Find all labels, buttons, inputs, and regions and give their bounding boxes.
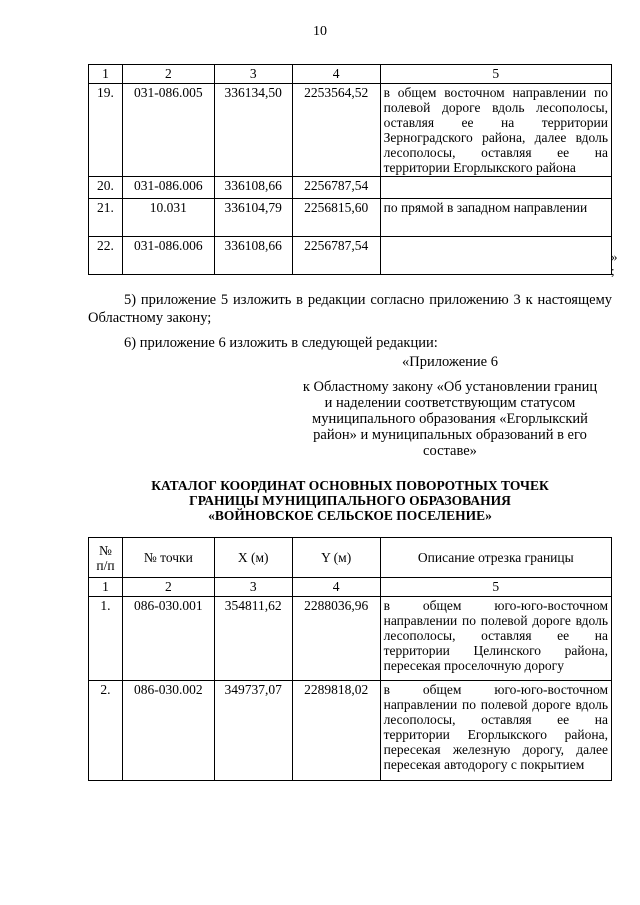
row-index: 20. xyxy=(89,177,123,199)
column-number: 4 xyxy=(292,578,380,597)
column-header: № точки xyxy=(122,538,214,578)
coordinates-table-continued xyxy=(88,64,612,275)
point-id: 031-086.006 xyxy=(122,177,214,199)
column-number: 5 xyxy=(380,65,611,84)
coordinates-catalog-table xyxy=(88,537,612,781)
row-index: 1. xyxy=(89,597,123,681)
segment-description xyxy=(380,177,611,199)
segment-description xyxy=(380,237,611,275)
column-number: 2 xyxy=(122,65,214,84)
segment-description: в общем юго-юго-восточном направлении по полевой дороге вдоль лесополосы, оставляя ее на территории Егорлыкского района, пересекая железную дорогу, далее пересекая автодорогу с покрытием xyxy=(380,681,611,781)
catalog-title-line: ГРАНИЦЫ МУНИЦИПАЛЬНОГО ОБРАЗОВАНИЯ xyxy=(189,493,511,508)
y-coordinate: 2256787,54 xyxy=(292,177,380,199)
appendix-reference: к Областному закону «Об установлении границ и наделении соответствующим статусом муниципального образования «Егорлыкский район» и муниципальных образований в его составе» xyxy=(302,379,598,459)
x-coordinate: 336104,79 xyxy=(214,199,292,237)
amendment-paragraph-5: 5) приложение 5 изложить в редакции согласно приложению 3 к настоящему Областному закону; xyxy=(88,292,612,326)
x-coordinate: 349737,07 xyxy=(214,681,292,781)
column-number: 3 xyxy=(214,65,292,84)
y-coordinate: 2256815,60 xyxy=(292,199,380,237)
page-number: 10 xyxy=(313,24,327,39)
y-coordinate: 2256787,54 xyxy=(292,237,380,275)
table-row xyxy=(89,681,612,781)
row-index: 2. xyxy=(89,681,123,781)
segment-description: по прямой в западном направлении xyxy=(380,199,611,237)
segment-description: в общем восточном направлении по полевой дороге вдоль лесополосы, оставляя ее на территории Зерноградского района, далее вдоль лесополосы, оставляя ее на территории Егорлыкского района xyxy=(380,84,611,177)
x-coordinate: 354811,62 xyxy=(214,597,292,681)
column-number: 3 xyxy=(214,578,292,597)
column-number: 4 xyxy=(292,65,380,84)
catalog-title-line: КАТАЛОГ КООРДИНАТ ОСНОВНЫХ ПОВОРОТНЫХ ТОЧЕК xyxy=(151,478,549,493)
table-row xyxy=(89,199,612,237)
x-coordinate: 336108,66 xyxy=(214,237,292,275)
y-coordinate: 2288036,96 xyxy=(292,597,380,681)
appendix-title: «Приложение 6 xyxy=(402,354,498,370)
column-header: Y (м) xyxy=(292,538,380,578)
closing-quote-mark: » ; xyxy=(611,249,618,278)
x-coordinate: 336108,66 xyxy=(214,177,292,199)
table-row xyxy=(89,237,612,275)
catalog-title xyxy=(88,478,612,523)
column-header: X (м) xyxy=(214,538,292,578)
column-header: № п/п xyxy=(89,538,123,578)
segment-description: в общем юго-юго-восточном направлении по полевой дороге вдоль лесополосы, оставляя ее на территории Целинского района, пересекая проселочную дорогу xyxy=(380,597,611,681)
row-index: 22. xyxy=(89,237,123,275)
column-number: 2 xyxy=(122,578,214,597)
column-header: Описание отрезка границы xyxy=(380,538,611,578)
point-id: 086-030.001 xyxy=(122,597,214,681)
table-header-row xyxy=(89,65,612,84)
point-id: 031-086.006 xyxy=(122,237,214,275)
point-id: 10.031 xyxy=(122,199,214,237)
table-row xyxy=(89,177,612,199)
table-header-row xyxy=(89,538,612,578)
table-row xyxy=(89,597,612,681)
row-index: 21. xyxy=(89,199,123,237)
y-coordinate: 2289818,02 xyxy=(292,681,380,781)
point-id: 031-086.005 xyxy=(122,84,214,177)
y-coordinate: 2253564,52 xyxy=(292,84,380,177)
table-numbering-row xyxy=(89,578,612,597)
amendment-paragraph-6: 6) приложение 6 изложить в следующей редакции: xyxy=(124,335,438,351)
point-id: 086-030.002 xyxy=(122,681,214,781)
column-number: 1 xyxy=(89,578,123,597)
column-number: 5 xyxy=(380,578,611,597)
appendix-heading xyxy=(300,354,600,459)
x-coordinate: 336134,50 xyxy=(214,84,292,177)
catalog-title-line: «ВОЙНОВСКОЕ СЕЛЬСКОЕ ПОСЕЛЕНИЕ» xyxy=(208,508,492,523)
column-number: 1 xyxy=(89,65,123,84)
row-index: 19. xyxy=(89,84,123,177)
table-row xyxy=(89,84,612,177)
